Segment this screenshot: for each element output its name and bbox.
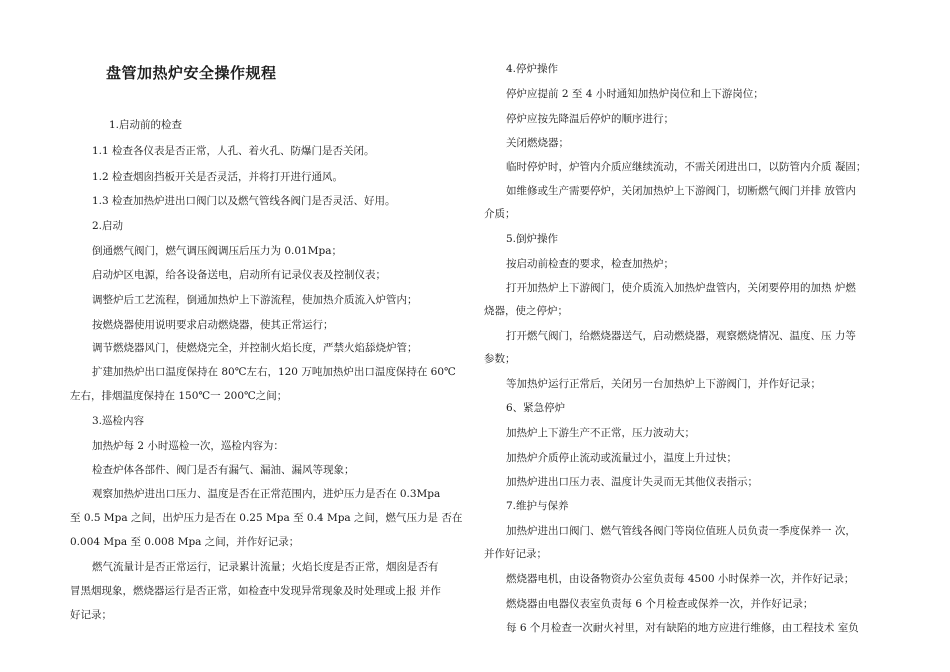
paragraph-continued: 0.004 Mpa 至 0.008 Mpa 之间，并作好记录； xyxy=(70,536,300,548)
paragraph-continued: 并作好记录； xyxy=(484,548,547,560)
section-heading-emergency-stop: 6、紧急停炉 xyxy=(506,402,566,414)
section-heading-switch-furnace: 5.倒炉操作 xyxy=(506,233,559,245)
paragraph: 观察加热炉进出口压力、温度是否在正常范围内，进炉压力是否在 0.3Mpa xyxy=(92,488,441,500)
section-heading-maintenance: 7.维护与保养 xyxy=(506,500,569,512)
paragraph: 启动炉区电源，给各设备送电，启动所有记录仪表及控制仪表； xyxy=(92,269,386,281)
paragraph: 调节燃烧器风门，使燃烧完全，并控制火焰长度，严禁火焰舔烧炉管； xyxy=(92,342,418,354)
paragraph: 等加热炉运行正常后，关闭另一台加热炉上下游阀门，并作好记录； xyxy=(506,378,821,390)
paragraph: 关闭燃烧器； xyxy=(506,137,569,149)
paragraph-continued: 介质； xyxy=(484,208,516,220)
paragraph: 加热炉上下游生产不正常，压力波动大； xyxy=(506,427,695,439)
paragraph: 燃烧器由电器仪表室负责每 6 个月检查或保养一次，并作好记录； xyxy=(506,598,814,610)
paragraph: 按燃烧器使用说明要求启动燃烧器，使其正常运行； xyxy=(92,319,334,331)
paragraph: 检查炉体各部件、阀门是否有漏气、漏油、漏风等现象； xyxy=(92,464,355,476)
paragraph: 如维修或生产需要停炉，关闭加热炉上下游阀门，切断燃气阀门并排 放管内 xyxy=(506,185,856,197)
paragraph: 临时停炉时，炉管内介质应继续流动，不需关闭进出口，以防管内介质 凝固； xyxy=(506,161,867,173)
paragraph: 打开燃气阀门，给燃烧器送气，启动燃烧器，观察燃烧情况、温度、压 力等 xyxy=(506,330,856,342)
section-heading-startup: 2.启动 xyxy=(92,220,124,232)
paragraph-continued: 烧器，使之停炉； xyxy=(484,305,568,317)
paragraph: 加热炉进出口压力表、温度计失灵而无其他仪表指示； xyxy=(506,476,758,488)
paragraph: 燃气流量计是否正常运行，记录累计流量；火焰长度是否正常，烟囱是否有 xyxy=(92,561,439,573)
paragraph-continued: 好记录； xyxy=(70,609,112,621)
section-heading-inspection: 3.巡检内容 xyxy=(92,415,145,427)
paragraph: 倒通燃气阀门，燃气调压阀调压后压力为 0.01Mpa； xyxy=(92,245,342,257)
paragraph: 按启动前检查的要求，检查加热炉； xyxy=(506,258,674,270)
paragraph: 加热炉介质停止流动或流量过小，温度上升过快； xyxy=(506,452,737,464)
paragraph: 燃烧器电机，由设备物资办公室负责每 4500 小时保养一次，并作好记录； xyxy=(506,573,855,585)
paragraph: 停炉应按先降温后停炉的顺序进行； xyxy=(506,113,674,125)
paragraph: 1.2 检查烟囱挡板开关是否灵活，并将打开进行通风。 xyxy=(92,171,344,183)
paragraph: 调整炉后工艺流程，倒通加热炉上下游流程，使加热介质流入炉管内； xyxy=(92,294,418,306)
paragraph: 打开加热炉上下游阀门，使介质流入加热炉盘管内，关闭要停用的加热 炉燃 xyxy=(506,282,856,294)
paragraph: 1.3 检查加热炉进出口阀门以及燃气管线各阀门是否灵活、好用。 xyxy=(92,195,396,207)
paragraph: 每 6 个月检查一次耐火衬里，对有缺陷的地方应进行维修，由工程技术 室负 xyxy=(506,622,859,634)
paragraph: 加热炉每 2 小时巡检一次，巡检内容为： xyxy=(92,440,284,452)
paragraph-continued: 参数； xyxy=(484,353,516,365)
paragraph: 加热炉进出口阀门、燃气管线各阀门等岗位值班人员负责一季度保养一 次， xyxy=(506,525,856,537)
paragraph-continued: 冒黑烟现象，燃烧器运行是否正常，如检查中发现异常现象及时处理或上报 并作 xyxy=(70,585,441,597)
paragraph: 停炉应提前 2 至 4 小时通知加热炉岗位和上下游岗位； xyxy=(506,88,764,100)
section-heading-startup-check: 1.启动前的检查 xyxy=(109,119,183,131)
paragraph-continued: 左右，排烟温度保持在 150℃一 200℃之间； xyxy=(70,390,288,402)
section-heading-shutdown: 4.停炉操作 xyxy=(506,63,559,75)
paragraph: 1.1 检查各仪表是否正常，人孔、着火孔、防爆门是否关闭。 xyxy=(92,145,375,157)
page-title: 盘管加热炉安全操作规程 xyxy=(106,64,277,82)
paragraph: 扩建加热炉出口温度保持在 80℃左右，120 万吨加热炉出口温度保持在 60℃ xyxy=(92,366,456,378)
paragraph-continued: 至 0.5 Mpa 之间，出炉压力是否在 0.25 Mpa 至 0.4 Mpa 之间，燃气压力是 否在 xyxy=(70,512,463,524)
